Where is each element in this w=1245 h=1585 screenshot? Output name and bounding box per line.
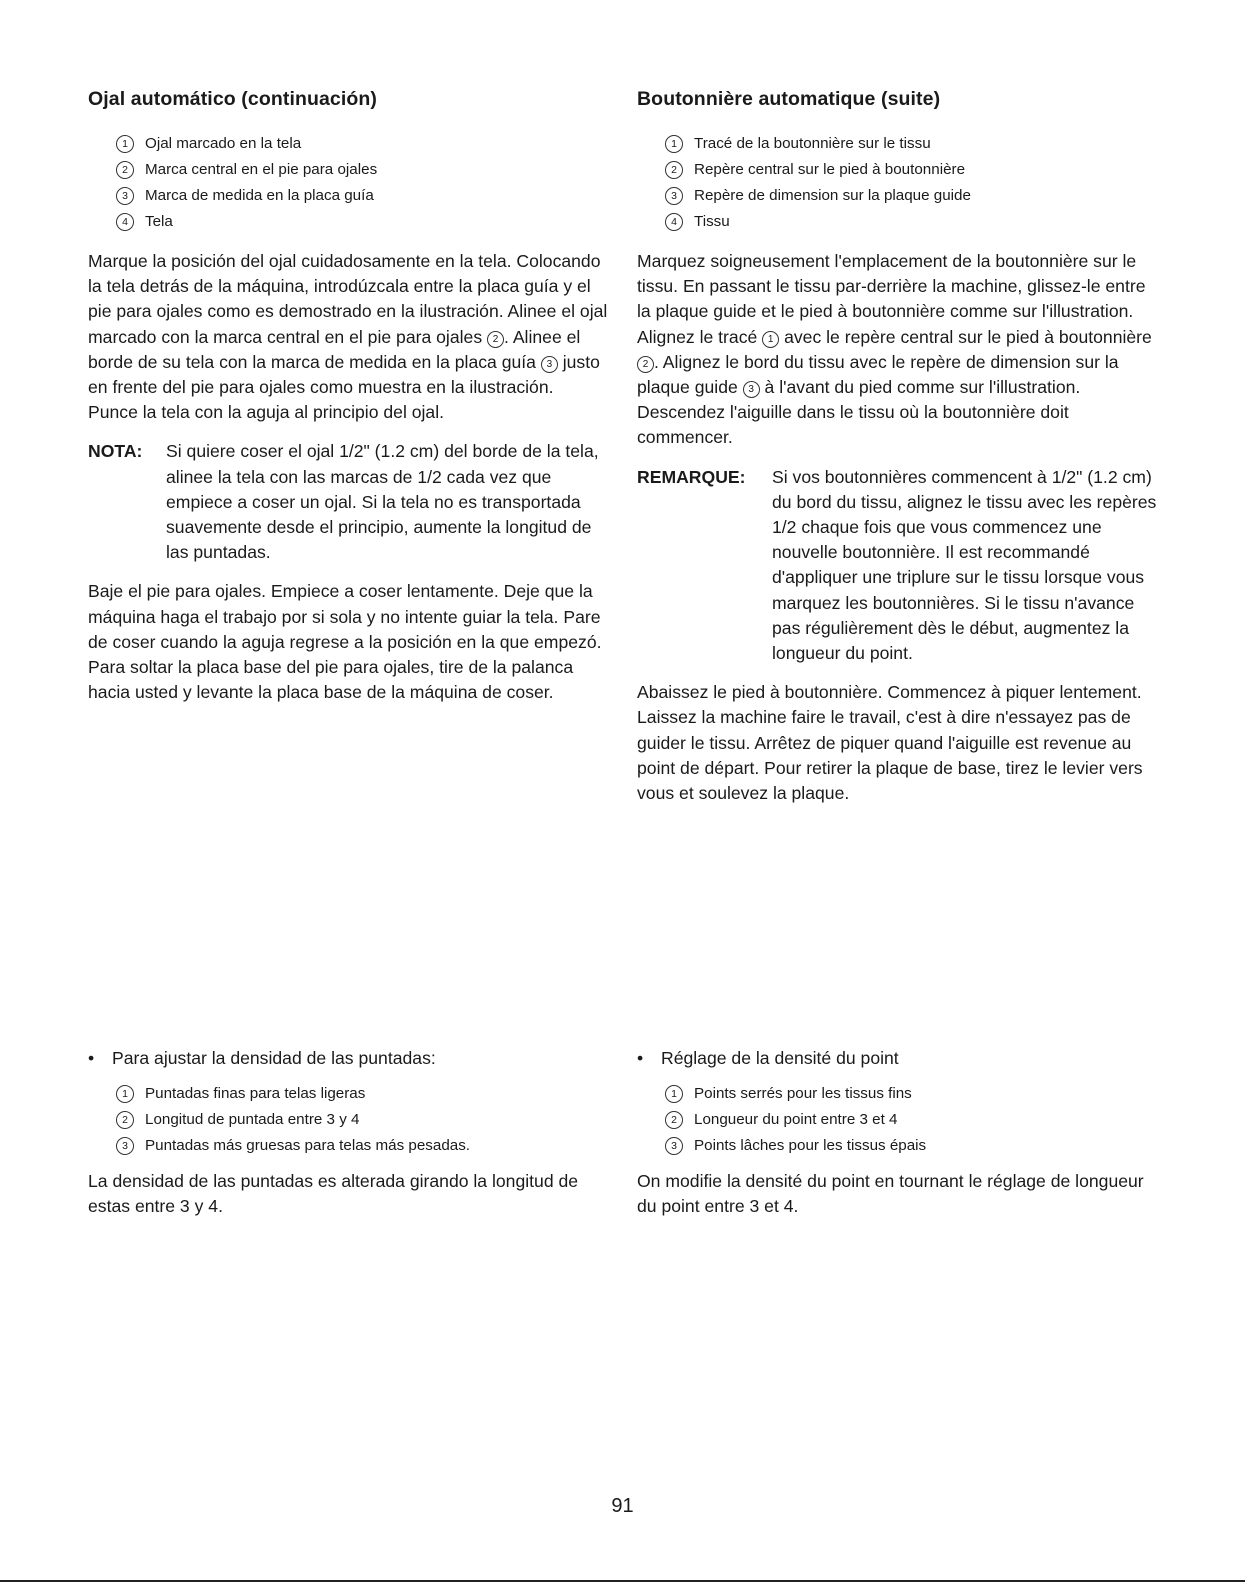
section-title-es: Ojal automático (continuación) [88, 88, 378, 110]
density-bullet-es: • Para ajustar la densidad de las puntadas: [88, 1046, 608, 1071]
number-circle-icon: 1 [116, 1085, 134, 1103]
legend-list-fr [637, 131, 1162, 235]
note-text: Si vos boutonnières commencent à 1/2" (1.2 cm) du bord du tissu, alignez le tissu avec les repères 1/2 chaque fois que vous commencez une nouvelle boutonnière. Il est recommandé d'appliquer une triplure sur le tissu lorsque vous marquez les boutonnières. Si le tissu n'avance pas régulièrement dès le début, augmentez la longueur du point. [772, 466, 1157, 664]
legend-item: 1 Tracé de la boutonnière sur le tissu [665, 131, 1162, 157]
instructions-paragraph-fr: Marquez soigneusement l'emplacement de la boutonnière sur le tissu. En passant le tissu par-derrière la machine, glissez-le entre la plaque guide et le pied à boutonnière comme sur l'illustration. Alignez le tracé 1 avec le repère central sur le pied à boutonnière 2 . Alignez le bord du tissu avec le repère de dimension sur la plaque guide 3 à l'avant du pied comme sur l'illustration. Descendez l'aiguille dans le tissu où la boutonnière doit commencer. [637, 251, 1152, 448]
density-bullet-fr: • Réglage de la densité du point [637, 1046, 1162, 1071]
legend-item: 2 Longitud de puntada entre 3 y 4 [116, 1107, 608, 1133]
number-circle-icon: 2 [637, 356, 654, 373]
density-section-es [88, 1046, 608, 1233]
sewing-paragraph-es: Baje el pie para ojales. Empiece a coser lentamente. Deje que la máquina haga el trabajo por si sola y no intente guiar la tela. Pare de coser cuando la aguja regrese a la posición en la que empezó. Para soltar la placa base del pie para ojales, tire de la palanca hacia usted y levante la placa base de la máquina de coser. [88, 581, 602, 703]
legend-item: 4 Tela [116, 209, 608, 235]
number-circle-icon: 3 [541, 356, 558, 373]
number-circle-icon: 3 [116, 1137, 134, 1155]
bullet-icon: • [88, 1048, 95, 1068]
footer-rule [0, 1580, 1245, 1582]
number-circle-icon: 1 [116, 135, 134, 153]
number-circle-icon: 2 [665, 161, 683, 179]
legend-list-es [88, 131, 608, 235]
number-circle-icon: 3 [743, 381, 760, 398]
density-section-fr [637, 1046, 1162, 1233]
legend-item: 1 Ojal marcado en la tela [116, 131, 608, 157]
legend-item: 2 Marca central en el pie para ojales [116, 157, 608, 183]
legend-item: 2 Repère central sur le pied à boutonnière [665, 157, 1162, 183]
note-label: NOTA: [88, 441, 143, 462]
note-fr [637, 465, 1162, 667]
density-paragraph-es: La densidad de las puntadas es alterada girando la longitud de estas entre 3 y 4. [88, 1171, 579, 1217]
page-number: 91 [611, 1495, 634, 1517]
section-title-fr: Boutonnière automatique (suite) [637, 88, 941, 110]
legend-item: 3 Points lâches pour les tissus épais [665, 1133, 1162, 1159]
legend-item: 2 Longueur du point entre 3 et 4 [665, 1107, 1162, 1133]
number-circle-icon: 3 [665, 187, 683, 205]
number-circle-icon: 2 [665, 1111, 683, 1129]
french-column [637, 88, 1162, 820]
legend-item: 1 Puntadas finas para telas ligeras [116, 1081, 608, 1107]
note-text: Si quiere coser el ojal 1/2" (1.2 cm) del borde de la tela, alinee la tela con las marcas de 1/2 cada vez que empiece a coser un ojal. Si la tela no es transportada suavemente desde el principio, aumente la longitud de las puntadas. [166, 441, 599, 563]
number-circle-icon: 4 [116, 213, 134, 231]
number-circle-icon: 2 [116, 1111, 134, 1129]
density-legend-es [88, 1081, 608, 1159]
legend-item: 3 Puntadas más gruesas para telas más pesadas. [116, 1133, 608, 1159]
legend-item: 4 Tissu [665, 209, 1162, 235]
instructions-paragraph-es: Marque la posición del ojal cuidadosamente en la tela. Colocando la tela detrás de la máquina, introdúzcala entre la placa guía y el pie para ojales como es demostrado en la ilustración. Alinee el ojal marcado con la marca central en el pie para ojales 2 . Alinee el borde de su tela con la marca de medida en la placa guía 3 justo en frente del pie para ojales como muestra en la ilustración. Punce la tela con la aguja al principio del ojal. [88, 251, 608, 423]
number-circle-icon: 1 [762, 331, 779, 348]
note-label: REMARQUE: [637, 466, 746, 487]
number-circle-icon: 1 [665, 1085, 683, 1103]
number-circle-icon: 4 [665, 213, 683, 231]
number-circle-icon: 1 [665, 135, 683, 153]
legend-item: 3 Repère de dimension sur la plaque guide [665, 183, 1162, 209]
number-circle-icon: 3 [116, 187, 134, 205]
number-circle-icon: 2 [116, 161, 134, 179]
density-paragraph-fr: On modifie la densité du point en tournant le réglage de longueur du point entre 3 et 4. [637, 1171, 1144, 1217]
sewing-paragraph-fr: Abaissez le pied à boutonnière. Commencez à piquer lentement. Laissez la machine faire le travail, c'est à dire n'essayez pas de guider le tissu. Arrêtez de piquer quand l'aiguille est revenue au point de départ. Pour retirer la plaque de base, tirez le levier vers vous et soulevez la plaque. [637, 682, 1143, 804]
bullet-icon: • [637, 1048, 644, 1068]
spanish-column [88, 88, 608, 719]
number-circle-icon: 3 [665, 1137, 683, 1155]
legend-item: 1 Points serrés pour les tissus fins [665, 1081, 1162, 1107]
note-es [88, 439, 608, 565]
legend-item: 3 Marca de medida en la placa guía [116, 183, 608, 209]
density-legend-fr [637, 1081, 1162, 1159]
number-circle-icon: 2 [487, 331, 504, 348]
